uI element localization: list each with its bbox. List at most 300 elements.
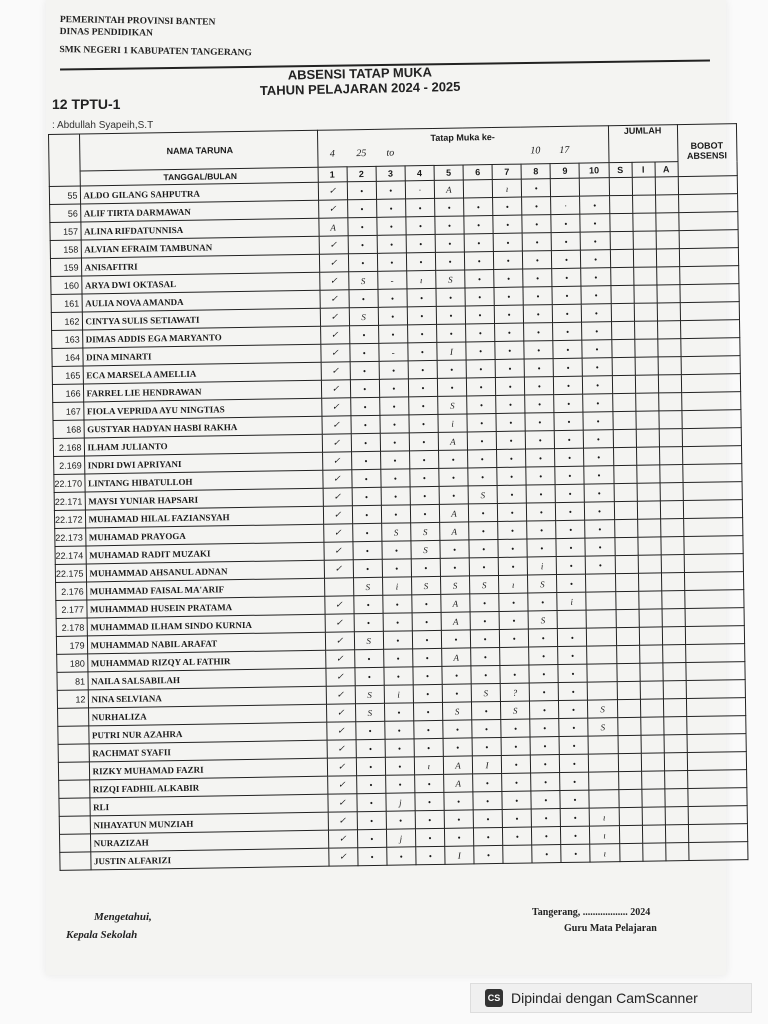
attendance-mark: • (352, 505, 381, 523)
total-cell (641, 753, 664, 771)
attendance-mark: • (357, 811, 386, 829)
total-cell (611, 339, 634, 357)
row-number (59, 798, 90, 816)
attendance-mark (589, 790, 618, 808)
attendance-mark: • (379, 397, 408, 415)
total-cell (640, 699, 663, 717)
attendance-mark (587, 628, 616, 646)
attendance-mark: • (494, 269, 523, 287)
total-cell (619, 843, 642, 861)
total-cell (611, 321, 634, 339)
attendance-mark: ✓ (320, 308, 349, 326)
attendance-mark: • (585, 520, 614, 538)
student-name: RLI (89, 794, 327, 816)
attendance-mark: • (414, 774, 443, 792)
total-cell (664, 789, 687, 807)
attendance-mark: • (470, 593, 499, 611)
attendance-mark (586, 574, 615, 592)
camscanner-watermark (470, 983, 752, 1013)
weight-cell (682, 428, 741, 447)
attendance-mark: • (474, 845, 503, 863)
attendance-mark: • (354, 613, 383, 631)
weight-cell (681, 392, 740, 411)
attendance-mark: • (353, 559, 382, 577)
total-cell (610, 285, 633, 303)
attendance-mark: • (466, 342, 495, 360)
attendance-mark: • (408, 396, 437, 414)
total-cell (634, 339, 657, 357)
attendance-mark: • (349, 325, 378, 343)
total-cell (614, 537, 637, 555)
handwritten-date: 10 (530, 145, 541, 157)
total-cell (639, 663, 662, 681)
attendance-mark: ı (414, 756, 443, 774)
attendance-mark: • (411, 558, 440, 576)
weight-cell (685, 626, 744, 645)
attendance-mark: • (526, 449, 555, 467)
total-cell (619, 825, 642, 843)
attendance-mark: • (354, 649, 383, 667)
attendance-mark: · (405, 180, 434, 198)
attendance-mark: • (551, 214, 580, 232)
attendance-mark: • (497, 503, 526, 521)
attendance-mark: • (412, 648, 441, 666)
row-number (59, 780, 90, 798)
total-cell (637, 501, 660, 519)
row-number: 55 (49, 186, 80, 204)
total-cell (618, 789, 641, 807)
attendance-mark: • (410, 504, 439, 522)
student-name: NURHALIZA (88, 704, 326, 726)
table-body (49, 176, 747, 871)
total-cell (612, 411, 635, 429)
total-cell (618, 753, 641, 771)
total-cell (617, 699, 640, 717)
meeting-number: 3 (376, 166, 405, 181)
total-cell (656, 249, 679, 267)
attendance-mark: • (380, 451, 409, 469)
attendance-mark: S (438, 396, 467, 414)
row-number: 179 (56, 636, 87, 654)
attendance-mark: • (472, 737, 501, 755)
attendance-mark: • (501, 737, 530, 755)
attendance-mark: • (524, 323, 553, 341)
total-cell (612, 357, 635, 375)
weight-cell (688, 824, 747, 843)
attendance-mark: A (318, 218, 347, 236)
attendance-mark: • (532, 845, 561, 863)
total-cell (617, 681, 640, 699)
student-name: ALDO GILANG SAHPUTRA (80, 182, 318, 204)
total-cell (656, 267, 679, 285)
attendance-mark: • (522, 233, 551, 251)
row-number: 2.169 (54, 456, 85, 474)
student-name: MAYSI YUNIAR HAPSARI (85, 488, 323, 510)
total-cell (663, 699, 686, 717)
total-cell (635, 411, 658, 429)
attendance-mark: ✓ (328, 830, 357, 848)
attendance-mark: • (531, 773, 560, 791)
attendance-mark: • (585, 538, 614, 556)
row-number: 22.174 (55, 546, 86, 564)
row-number: 163 (52, 330, 83, 348)
attendance-mark: • (356, 775, 385, 793)
attendance-mark: • (525, 413, 554, 431)
attendance-mark: S (501, 701, 530, 719)
student-name: ILHAM JULIANTO (84, 434, 322, 456)
weight-cell (680, 320, 739, 339)
attendance-mark: • (531, 755, 560, 773)
attendance-mark: • (523, 305, 552, 323)
attendance-mark: S (440, 576, 469, 594)
weight-cell (687, 734, 746, 753)
row-number: 158 (50, 240, 81, 258)
attendance-mark: I (472, 755, 501, 773)
attendance-mark: • (468, 467, 497, 485)
attendance-mark: i (384, 685, 413, 703)
total-cell (612, 393, 635, 411)
attendance-mark: ✓ (323, 542, 352, 560)
total-cell (633, 231, 656, 249)
attendance-mark: ✓ (320, 344, 349, 362)
attendance-mark: • (468, 449, 497, 467)
attendance-mark: S (355, 703, 384, 721)
total-cell (661, 591, 684, 609)
student-name: LINTANG HIBATULLOH (84, 470, 322, 492)
weight-cell (685, 644, 744, 663)
attendance-mark: • (493, 197, 522, 215)
attendance-mark: • (410, 468, 439, 486)
attendance-mark: • (521, 179, 550, 197)
total-cell (614, 501, 637, 519)
subject-teacher-label: Guru Mata Pelajaran (564, 923, 657, 934)
total-cell (642, 825, 665, 843)
student-name: ECA MARSELA AMELLIA (83, 362, 321, 384)
attendance-mark: • (493, 233, 522, 251)
attendance-mark: • (495, 323, 524, 341)
total-cell (636, 447, 659, 465)
total-cell (661, 573, 684, 591)
student-name: NIHAYATUN MUNZIAH (90, 812, 328, 834)
attendance-mark: • (435, 216, 464, 234)
attendance-mark: • (557, 574, 586, 592)
attendance-mark: • (357, 793, 386, 811)
total-cell (664, 753, 687, 771)
attendance-mark: ✓ (326, 704, 355, 722)
attendance-mark: • (558, 628, 587, 646)
student-name: MUHAMMAD RIZQY AL FATHIR (87, 650, 325, 672)
attendance-mark: • (436, 288, 465, 306)
attendance-mark: • (377, 253, 406, 271)
attendance-mark: • (525, 431, 554, 449)
meeting-number: 10 (579, 163, 608, 178)
attendance-mark: • (469, 539, 498, 557)
row-number: 22.175 (55, 564, 86, 582)
attendance-mark: • (466, 378, 495, 396)
attendance-mark: • (584, 466, 613, 484)
attendance-mark: • (378, 325, 407, 343)
attendance-mark: • (529, 647, 558, 665)
attendance-mark: • (523, 287, 552, 305)
attendance-mark: • (581, 286, 610, 304)
attendance-mark: • (348, 253, 377, 271)
row-number: 166 (52, 384, 83, 402)
total-permit: I (632, 162, 655, 177)
attendance-mark: • (559, 700, 588, 718)
attendance-mark: ✓ (319, 254, 348, 272)
meetings-title: Tatap Muka ke- (430, 131, 495, 143)
attendance-mark: • (500, 665, 529, 683)
attendance-mark: • (527, 503, 556, 521)
attendance-mark: • (408, 342, 437, 360)
attendance-mark: • (471, 665, 500, 683)
attendance-mark: - (379, 343, 408, 361)
student-name: RACHMAT SYAFII (89, 740, 327, 762)
attendance-mark: • (495, 359, 524, 377)
attendance-mark: I (437, 342, 466, 360)
student-name: ALIF TIRTA DARMAWAN (80, 200, 318, 222)
total-cell (610, 231, 633, 249)
attendance-mark: • (439, 486, 468, 504)
total-cell (655, 213, 678, 231)
attendance-table (48, 123, 748, 871)
attendance-mark: • (531, 791, 560, 809)
attendance-mark: A (441, 594, 470, 612)
attendance-mark: • (410, 486, 439, 504)
student-name: AULIA NOVA AMANDA (82, 290, 320, 312)
attendance-mark: A (442, 648, 471, 666)
attendance-mark (588, 736, 617, 754)
student-name: MUHAMAD PRAYOGA (85, 524, 323, 546)
attendance-mark: S (588, 700, 617, 718)
attendance-mark: j (386, 829, 415, 847)
attendance-mark: • (385, 739, 414, 757)
total-cell (660, 501, 683, 519)
attendance-mark: • (585, 502, 614, 520)
total-cell (636, 465, 659, 483)
attendance-mark: • (529, 683, 558, 701)
attendance-mark: • (444, 810, 473, 828)
student-name: RIZQI FADHIL ALKABIR (89, 776, 327, 798)
attendance-mark: ✓ (325, 668, 354, 686)
attendance-mark: • (584, 430, 613, 448)
total-cell (633, 267, 656, 285)
attendance-mark: ✓ (328, 848, 357, 866)
attendance-mark: S (588, 718, 617, 736)
meeting-number: 9 (550, 163, 579, 178)
handwritten-date (579, 144, 608, 162)
attendance-mark: • (378, 289, 407, 307)
camscanner-label: Dipindai dengan CamScanner (511, 990, 698, 1006)
row-number: 22.172 (54, 510, 85, 528)
attendance-mark: ✓ (323, 506, 352, 524)
attendance-mark: • (558, 664, 587, 682)
total-cell (660, 483, 683, 501)
principal-signature-block (66, 908, 152, 944)
attendance-mark: S (355, 685, 384, 703)
attendance-mark: S (442, 702, 471, 720)
attendance-mark: • (561, 826, 590, 844)
attendance-mark: • (351, 433, 380, 451)
header-line-3: SMK NEGERI 1 KABUPATEN TANGERANG (59, 44, 252, 59)
attendance-mark: • (413, 684, 442, 702)
total-cell (615, 573, 638, 591)
attendance-mark: • (412, 630, 441, 648)
attendance-mark: • (350, 361, 379, 379)
meeting-number: 5 (434, 165, 463, 180)
attendance-mark: • (380, 415, 409, 433)
attendance-mark: • (440, 540, 469, 558)
total-cell (616, 645, 639, 663)
attendance-mark: • (499, 629, 528, 647)
total-cell (664, 735, 687, 753)
attendance-mark: • (559, 718, 588, 736)
attendance-mark: ✓ (327, 794, 356, 812)
attendance-mark (587, 646, 616, 664)
handwritten-date: 25 (356, 148, 367, 160)
attendance-mark: • (347, 217, 376, 235)
total-cell (632, 177, 655, 195)
attendance-mark: • (347, 181, 376, 199)
attendance-mark: • (531, 809, 560, 827)
attendance-mark: • (465, 270, 494, 288)
handwritten-date (405, 147, 434, 165)
attendance-mark: S (353, 577, 382, 595)
attendance-mark: • (436, 306, 465, 324)
total-cell (658, 375, 681, 393)
attendance-mark: ✓ (327, 758, 356, 776)
attendance-mark: • (498, 521, 527, 539)
attendance-mark: • (502, 791, 531, 809)
attendance-mark: • (437, 378, 466, 396)
attendance-mark: • (465, 288, 494, 306)
attendance-mark: • (380, 433, 409, 451)
attendance-mark: • (386, 811, 415, 829)
meeting-number: 4 (405, 165, 434, 180)
attendance-mark: • (384, 703, 413, 721)
attendance-mark: S (410, 522, 439, 540)
attendance-mark: • (439, 468, 468, 486)
attendance-mark: • (407, 324, 436, 342)
attendance-mark: • (583, 376, 612, 394)
attendance-mark: • (406, 234, 435, 252)
meeting-number: 8 (521, 164, 550, 179)
attendance-mark: • (556, 502, 585, 520)
total-cell (657, 321, 680, 339)
row-number: 161 (51, 294, 82, 312)
total-cell (639, 627, 662, 645)
attendance-mark: • (443, 720, 472, 738)
total-cell (659, 429, 682, 447)
attendance-mark: ✓ (318, 200, 347, 218)
attendance-mark: • (555, 448, 584, 466)
attendance-mark: • (414, 720, 443, 738)
attendance-mark: • (525, 377, 554, 395)
total-cell (642, 807, 665, 825)
attendance-mark: • (356, 739, 385, 757)
attendance-mark: • (434, 198, 463, 216)
total-cell (634, 303, 657, 321)
attendance-mark: • (406, 216, 435, 234)
attendance-mark: • (348, 235, 377, 253)
attendance-mark: • (355, 721, 384, 739)
attendance-mark: • (415, 810, 444, 828)
attendance-mark: • (493, 215, 522, 233)
total-cell (639, 645, 662, 663)
weight-cell (687, 770, 746, 789)
row-number: 2.178 (56, 618, 87, 636)
attendance-mark: ✓ (319, 236, 348, 254)
attendance-mark (551, 178, 580, 196)
total-cell (616, 627, 639, 645)
attendance-mark: • (499, 611, 528, 629)
attendance-mark: • (349, 289, 378, 307)
student-name: DIMAS ADDIS EGA MARYANTO (82, 326, 320, 348)
total-cell (635, 375, 658, 393)
attendance-mark: • (584, 484, 613, 502)
attendance-mark: • (495, 341, 524, 359)
attendance-mark: • (382, 541, 411, 559)
attendance-mark: • (464, 216, 493, 234)
attendance-mark: i (557, 592, 586, 610)
attendance-mark: • (384, 667, 413, 685)
row-number: 56 (50, 204, 81, 222)
total-cell (616, 663, 639, 681)
row-number: 164 (52, 348, 83, 366)
student-name: ALINA RIFDATUNNISA (80, 218, 318, 240)
attendance-mark: • (502, 773, 531, 791)
row-number: 180 (57, 654, 88, 672)
attendance-mark: S (348, 271, 377, 289)
attendance-mark: • (580, 196, 609, 214)
attendance-mark: • (465, 306, 494, 324)
weight-cell (684, 572, 743, 591)
attendance-mark: • (524, 341, 553, 359)
attendance-mark: • (378, 307, 407, 325)
attendance-mark: S (411, 576, 440, 594)
total-cell (662, 645, 685, 663)
weight-cell (686, 716, 745, 735)
attendance-mark: • (444, 828, 473, 846)
attendance-mark: • (379, 379, 408, 397)
attendance-mark: • (464, 198, 493, 216)
attendance-mark: • (444, 792, 473, 810)
handwritten-date: 4 (329, 148, 335, 160)
attendance-mark: • (414, 738, 443, 756)
attendance-mark: A (434, 180, 463, 198)
attendance-mark: • (530, 737, 559, 755)
attendance-mark: • (496, 395, 525, 413)
weight-cell (681, 374, 740, 393)
attendance-mark: • (383, 613, 412, 631)
institution-header (59, 14, 252, 59)
student-name: MUHAMMAD AHSANUL ADNAN (86, 560, 324, 582)
total-cell (614, 483, 637, 501)
meeting-number: 1 (318, 167, 347, 182)
attendance-mark: • (555, 484, 584, 502)
meeting-number: 7 (492, 164, 521, 179)
attendance-mark: ✓ (322, 452, 351, 470)
attendance-mark: • (471, 647, 500, 665)
attendance-mark: j (386, 793, 415, 811)
attendance-mark: • (409, 414, 438, 432)
row-number (58, 726, 89, 744)
attendance-mark: • (351, 415, 380, 433)
total-cell (613, 429, 636, 447)
attendance-mark: • (552, 286, 581, 304)
attendance-mark: ı (590, 826, 619, 844)
attendance-mark: ✓ (326, 722, 355, 740)
